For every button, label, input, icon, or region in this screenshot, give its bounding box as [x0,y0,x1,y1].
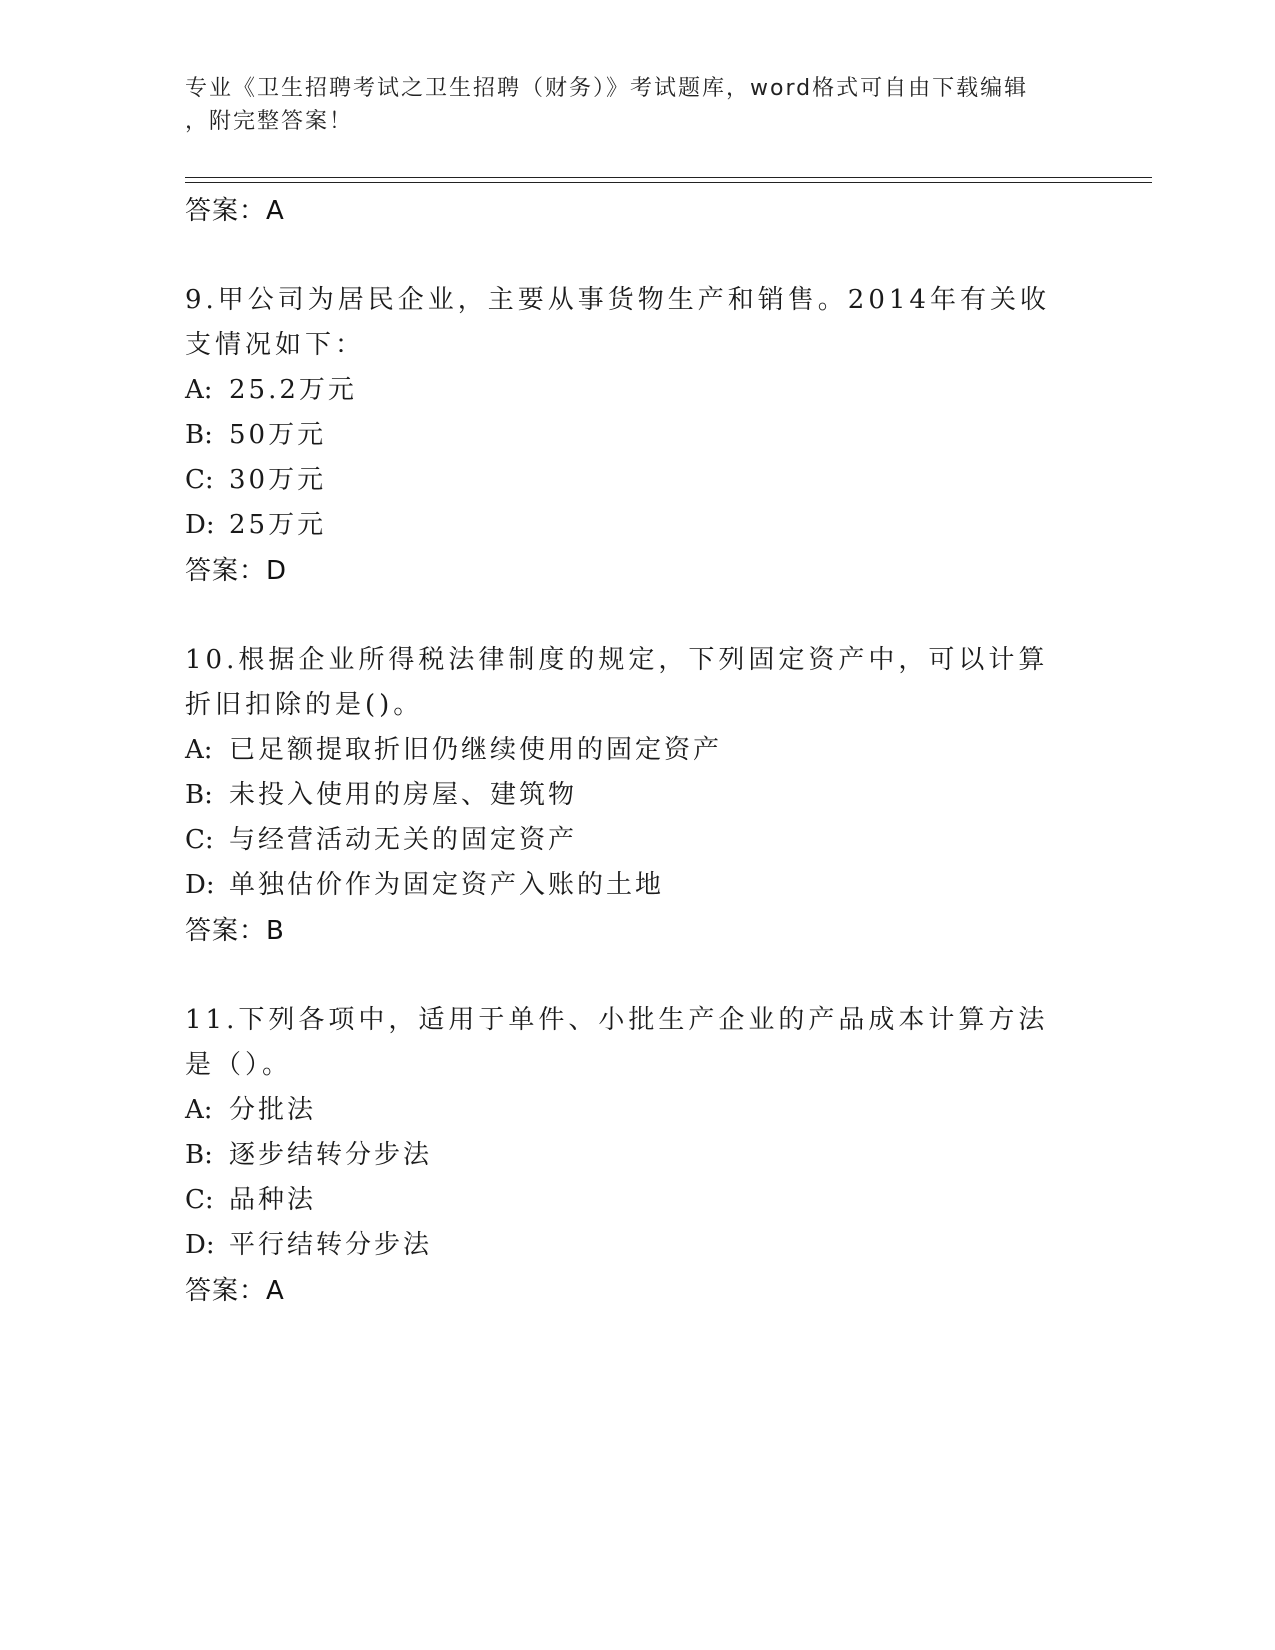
question-item [185,278,1085,594]
question-item [185,998,1085,1314]
answer-line: 答案：B [185,916,285,946]
option-text: 50万元 [229,420,327,450]
option-letter: A: [185,735,213,765]
option-letter: D: [185,510,215,540]
option-b [185,413,1085,458]
option-b [185,1133,1085,1178]
option-d [185,503,1085,548]
option-c [185,1178,1085,1223]
option-text: 单独估价作为固定资产入账的土地 [229,870,665,900]
answer-line: 答案：D [185,556,288,586]
option-letter: C: [185,465,214,495]
answer-line: 答案：A [185,196,285,226]
header-divider-top [185,177,1152,178]
header-line-2: ，附完整答案！ [185,109,354,134]
option-text: 25万元 [229,510,327,540]
option-c [185,818,1085,863]
option-d [185,1223,1085,1268]
question-item [185,638,1085,954]
header-line-1: 专业《卫生招聘考试之卫生招聘（财务）》考试题库，word格式可自由下载编辑 [185,76,1029,101]
option-a [185,1088,1085,1133]
option-text: 与经营活动无关的固定资产 [229,825,578,855]
answer-line: 答案：A [185,1276,285,1306]
option-letter: C: [185,825,214,855]
option-c [185,458,1085,503]
option-b [185,773,1085,818]
option-letter: B: [185,420,213,450]
option-letter: B: [185,1140,213,1170]
option-a [185,728,1085,773]
option-letter: B: [185,780,213,810]
option-letter: D: [185,870,215,900]
header-divider-bottom [185,182,1152,183]
question-list [185,188,1085,1314]
option-text: 逐步结转分步法 [229,1140,433,1170]
option-a [185,368,1085,413]
option-letter: A: [185,1095,213,1125]
option-text: 品种法 [229,1185,317,1215]
option-letter: A: [185,375,213,405]
option-text: 已足额提取折旧仍继续使用的固定资产 [229,735,723,765]
option-text: 分批法 [229,1095,317,1125]
option-text: 平行结转分步法 [229,1230,433,1260]
option-letter: C: [185,1185,214,1215]
option-text: 未投入使用的房屋、建筑物 [229,780,578,810]
document-header [185,72,1065,138]
option-d [185,863,1085,908]
option-letter: D: [185,1230,215,1260]
option-text: 25.2万元 [229,375,357,405]
option-text: 30万元 [229,465,327,495]
question-text: 10.根据企业所得税法律制度的规定，下列固定资产中，可以计算折旧扣除的是()。 [185,645,1049,720]
question-text: 11.下列各项中，适用于单件、小批生产企业的产品成本计算方法是（）。 [185,1005,1049,1080]
question-text: 9.甲公司为居民企业，主要从事货物生产和销售。2014年有关收支情况如下： [185,285,1050,360]
